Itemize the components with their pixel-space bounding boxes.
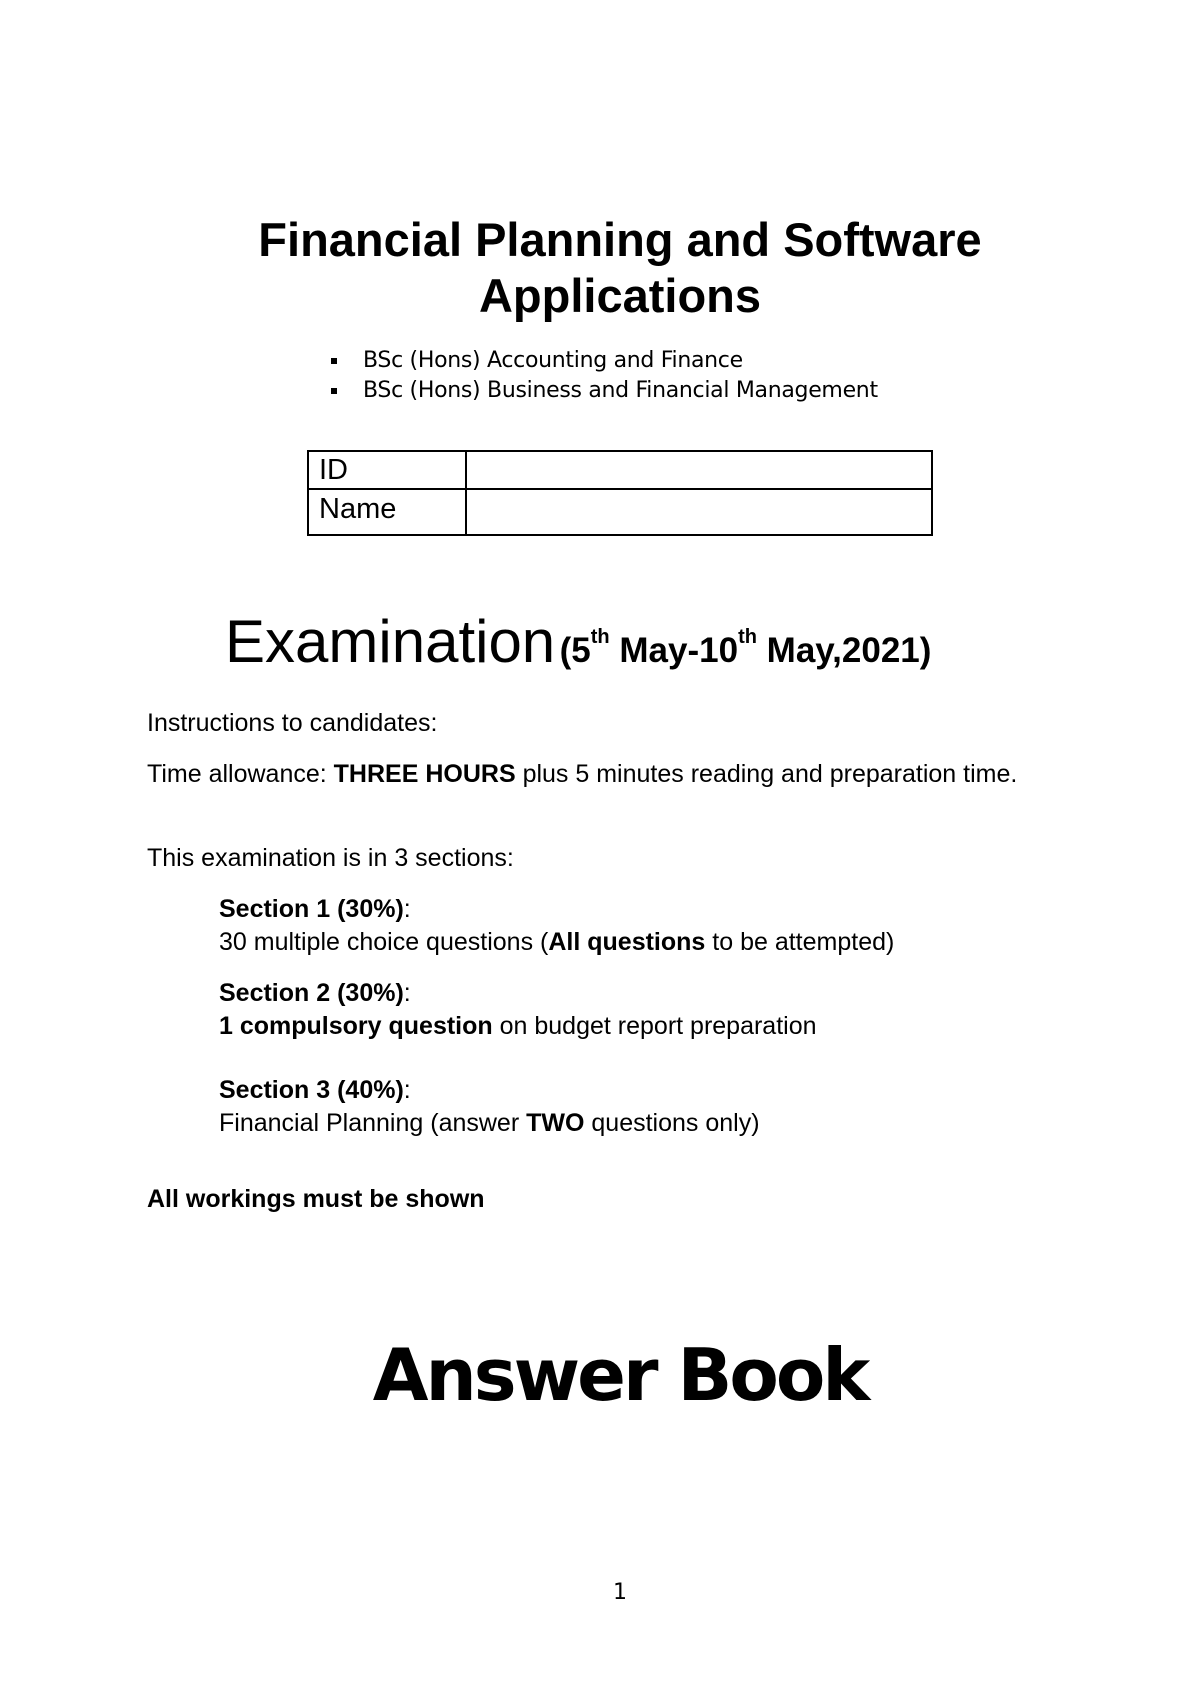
instructions-heading: Instructions to candidates: [147,709,438,737]
section-3-title [219,1074,1119,1107]
dates-sup-1: th [590,626,610,649]
title-line-2: Applications [478,269,762,322]
dates-sup-2: th [738,626,757,649]
section-3 [219,1074,1119,1140]
document-title [0,212,1200,324]
programme-item [325,346,878,376]
id-label: ID [308,451,466,489]
answer-book-heading: Answer Book [372,1333,868,1417]
section-3-label: Section 3 (40%) [219,1076,404,1104]
dates-close: May,2021) [756,631,932,670]
section-1 [219,893,1119,959]
name-label: Name [308,489,466,535]
section-1-colon: : [403,895,411,923]
title-line-1: Financial Planning and Software [258,213,982,266]
id-field[interactable] [466,451,932,489]
time-allowance [147,758,1107,791]
section-2 [219,977,1119,1043]
section-3-desc-post: questions only) [584,1109,760,1137]
section-1-desc-pre: 30 multiple choice questions ( [219,928,549,956]
programme-list [325,346,878,406]
section-2-description [219,1010,1119,1043]
programme-item [325,376,878,406]
workings-note-text: All workings must be shown [147,1185,485,1213]
name-field[interactable] [466,489,932,535]
section-3-desc-pre: Financial Planning (answer [219,1109,527,1137]
section-2-desc-bold: 1 compulsory question [219,1012,493,1040]
time-suffix: plus 5 minutes reading and preparation time. [515,760,1018,788]
time-bold: THREE HOURS [333,760,516,788]
page-number: 1 [613,1580,627,1605]
square-bullet-icon [331,388,337,394]
square-bullet-icon [331,358,337,364]
section-3-colon: : [403,1076,411,1104]
section-2-label: Section 2 (30%) [219,979,404,1007]
programme-label: BSc (Hons) Accounting and Finance [363,348,743,373]
section-1-title [219,893,1119,926]
section-2-title [219,977,1119,1010]
sections-intro: This examination is in 3 sections: [147,844,514,872]
name-row [308,489,932,535]
examination-word: Examination [225,608,556,675]
programme-label: BSc (Hons) Business and Financial Management [363,378,878,403]
id-row [308,451,932,489]
section-2-colon: : [403,979,411,1007]
time-prefix: Time allowance: [147,760,334,788]
section-1-label: Section 1 (30%) [219,895,404,923]
examination-heading [225,606,931,694]
section-1-desc-post: to be attempted) [705,928,895,956]
section-1-desc-bold: All questions [548,928,706,956]
candidate-details-table [307,450,933,536]
section-2-desc-post: on budget report preparation [492,1012,817,1040]
examination-dates [559,626,932,670]
dates-open: (5 [559,631,591,670]
dates-mid: May-10 [609,631,739,670]
section-3-desc-bold: TWO [526,1109,585,1137]
section-3-description [219,1107,1119,1140]
workings-note [147,1183,1107,1216]
section-1-description [219,926,1119,959]
